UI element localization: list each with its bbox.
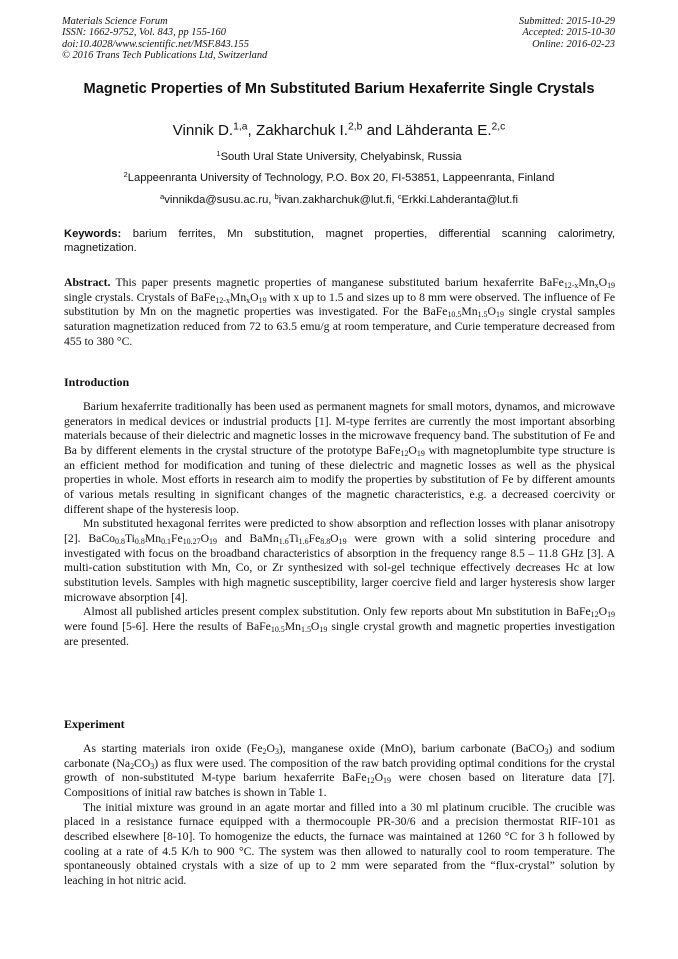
affiliation-mark: 1	[216, 148, 221, 158]
keywords-text: barium ferrites, Mn substitution, magnet properties, differential scanning calorimetry, magnetization.	[64, 228, 616, 255]
email-link[interactable]: vinnikda@susu.ac.ru	[164, 194, 269, 206]
introduction-body	[64, 400, 615, 649]
submitted-date: Submitted: 2015-10-29	[518, 16, 615, 27]
experiment-paragraph: As starting materials iron oxide $(Fe_2O_3)$, manganese oxide (MnO), barium carbonate (BaCO$_3$) and sodium carbonate $(Na_2CO_3)$ as flux were used. The composition of the raw batch providing optimal conditions for the crystal growth of non-substituted M-type barium hexaferrite $BaFe_{12}O_{19}$ were chosen based on literature data [7]. Compositions of initial raw batches is shown in Table 1.	[64, 742, 616, 799]
introduction-heading: Introduction	[64, 375, 130, 389]
email-mark: c	[397, 191, 402, 201]
email-mark: b	[274, 191, 279, 201]
introduction-paragraph: Mn substituted hexagonal ferrites were predicted to show absorption and reflection losses with planar anisotropy [2]. $BaCo_{0.8}Ti_{0.8}Mn_{0.1}Fe_{10.27}O_{19}$ and $BaMn_{1.6}Ti_{1.6}Fe_{8.8}O_{19}$ were grown with a solid sintering procedure and investigated with focus on the broadband characteristics of absorption in the frequency range 8.5 – 11.8 GHz [3]. A multi-cation substitution with Mn, Co, or Zr synthesized with sol-gel technique effectively decreases Hc at low substitution levels. Samples with high magnetic susceptibility, larger coercive field and larger hysteresis show larger microwave absorption [4].	[64, 517, 616, 604]
affiliation-text: South Ural State University, Chelyabinsk, Russia	[220, 151, 462, 163]
author-name: Lähderanta E.	[396, 122, 492, 139]
author-name: Vinnik D.	[172, 122, 234, 139]
affiliation-1	[40, 150, 638, 164]
author-name: Zakharchuk I.	[255, 122, 348, 139]
author-affiliation-mark: 1,a	[233, 121, 248, 133]
introduction-paragraph: Almost all published articles present complex substitution. Only few reports about Mn substitution in $BaFe_{12}O_{19}$ were found [5-6]. Here the results of $BaFe_{10.5}Mn_{1.5}O_{19}$ single crystal growth and magnetic properties investigation are presented.	[64, 605, 615, 648]
publication-dates	[519, 16, 615, 50]
author-separator: ,	[247, 122, 256, 139]
experiment-heading: Experiment	[64, 717, 125, 731]
introduction-paragraph: Barium hexaferrite traditionally has been used as permanent magnets for small motors, dynamos, and microwave generators in medical devices or industrial products [1]. M-type ferrites are currently the most important absorbing materials because of their dielectric and magnetic losses in the microwave frequency band. The substitution of Fe and Ba by different elements in the crystal structure of the prototype $BaFe_{12}O_{19}$ with magnetoplumbite type structure is an efficient method for modification and tuning of these dielectric and magnetic losses as well as the physical properties in whole. Most efforts in research aim to modify the properties by substitution of Fe by different amounts of various metals resulting in significant changes of the magnetic characteristics, e.g. a decreased coercivity or different shape of the hysteresis loop.	[64, 400, 615, 516]
issn-line: ISSN: 1662-9752, Vol. 843, pp 155-160	[62, 27, 226, 39]
paper-title: Magnetic Properties of Mn Substituted Barium Hexaferrite Single Crystals	[83, 81, 595, 97]
journal-name: Materials Science Forum	[62, 16, 168, 27]
author-conjunction: and	[362, 122, 397, 139]
abstract-text: This paper presents magnetic properties of manganese substituted barium hexaferrite $BaFe_{12-x}Mn_xO_{19}$ single crystals. Crystals of $BaFe_{12-x}Mn_xO_{19}$ with x up to 1.5 and sizes up to 8 mm were observed. The influence of Fe substitution by Mn on the magnetic properties was investigated. For the $BaFe_{10.5}Mn_{1.5}O_{19}$ single crystal samples saturation magnetization reduced from 72 to 63.5 emu/g at room temperature, and Curie temperature decreased from 455 to 380 °C.	[64, 276, 616, 348]
email-mark: a	[160, 191, 165, 201]
copyright-line: © 2016 Trans Tech Publications Ltd, Switzerland	[62, 49, 268, 61]
online-date: Online: 2016-02-23	[532, 38, 615, 50]
affiliation-text: Lappeenranta University of Technology, P.O. Box 20, FI-53851, Lappeenranta, Finland	[127, 172, 555, 184]
email-link[interactable]: Erkki.Lahderanta@lut.fi	[401, 194, 518, 206]
author-list	[40, 122, 638, 140]
keywords-label: Keywords:	[64, 228, 122, 240]
email-link[interactable]: ivan.zakharchuk@lut.fi	[278, 194, 392, 206]
author-affiliation-mark: 2,c	[491, 121, 506, 133]
affiliation-mark: 2	[123, 169, 128, 179]
abstract-label: Abstract.	[64, 276, 111, 289]
author-affiliation-mark: 2,b	[347, 121, 363, 133]
author-emails: $^a$vinnikda@susu.ac.ru, $^b$ivan.zakharchuk@lut.fi, $^c$Erkki.Lahderanta@lut.fi	[160, 191, 518, 206]
keywords-block	[64, 227, 615, 255]
experiment-body	[64, 742, 615, 889]
experiment-paragraph: The initial mixture was ground in an agate mortar and filled into a 30 ml platinum crucible. The crucible was placed in a resistance furnace equipped with a thermocouple PR-30/6 and a precision thermostat RIF-101 as described elsewhere [8-10]. To homogenize the educts, the furnace was maintained at 1260 °C for 3 h followed by cooling at a rate of 4.5 K/h to 900 °C. The system was then allowed to naturally cool to room temperature. The spontaneously obtained crystals with a size of up to 2 mm were separated from the “flux-crystal” solution by leaching in hot nitric acid.	[64, 800, 615, 887]
accepted-date: Accepted: 2015-10-30	[522, 27, 615, 39]
affiliation-2	[40, 171, 638, 185]
doi-line: doi:10.4028/www.scientific.net/MSF.843.155	[62, 38, 249, 50]
abstract	[64, 276, 615, 349]
journal-info	[62, 16, 267, 61]
